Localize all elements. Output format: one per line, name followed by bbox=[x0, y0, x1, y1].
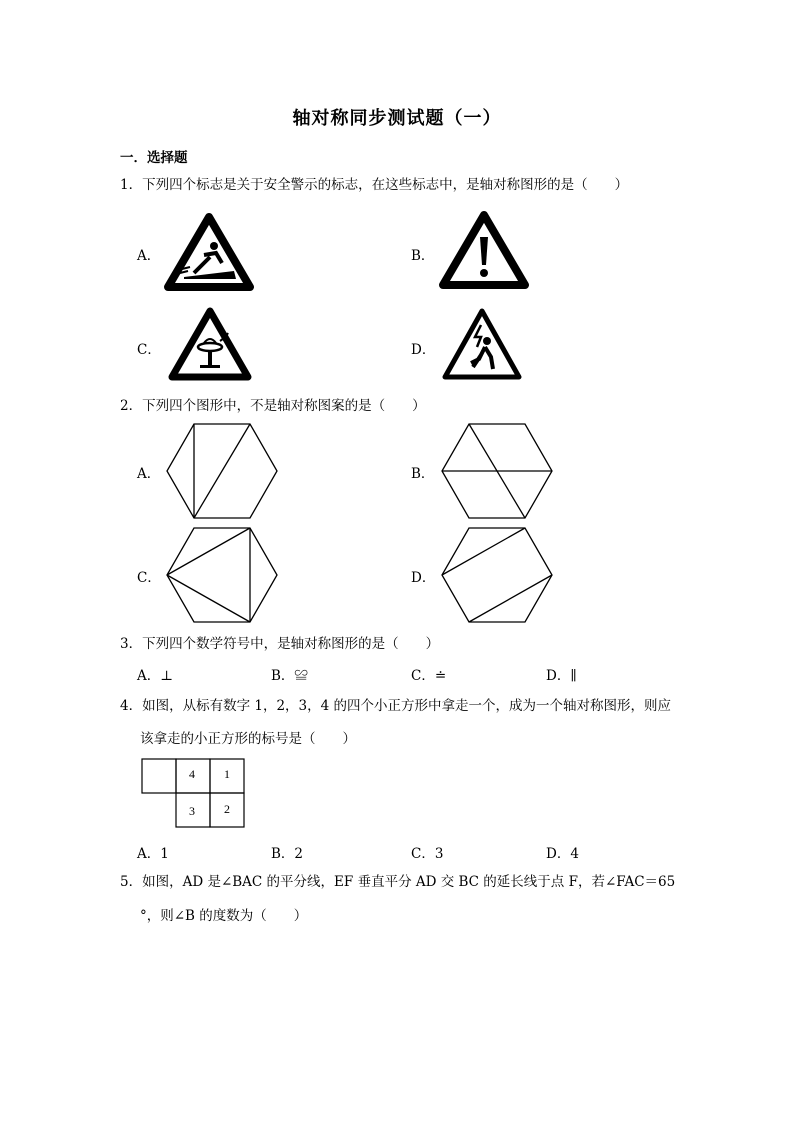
q1-option-c-label: C． bbox=[137, 342, 161, 358]
q1-option-b-label: B． bbox=[411, 248, 435, 264]
q3-option-a: A．⊥ bbox=[137, 668, 173, 684]
q4-option-a: A．1 bbox=[137, 846, 169, 862]
q2-option-b-label: B． bbox=[411, 466, 435, 482]
q2-option-d-label: D． bbox=[411, 570, 436, 586]
question-4-stem-line2: 该拿走的小正方形的标号是（ ） bbox=[140, 731, 356, 747]
grid-label-2: 2 bbox=[224, 802, 230, 816]
question-1-stem: 1．下列四个标志是关于安全警示的标志，在这些标志中，是轴对称图形的是（ ） bbox=[120, 177, 629, 193]
electric-shock-warning-sign-icon bbox=[441, 307, 523, 381]
hot-surface-warning-sign-icon bbox=[168, 307, 252, 381]
q1-option-a-label: A． bbox=[137, 248, 161, 264]
q2-option-c-label: C． bbox=[137, 570, 161, 586]
hexagon-figure-b bbox=[441, 423, 553, 519]
question-5-stem-line2: °，则∠B 的度数为（ ） bbox=[140, 908, 308, 924]
page-title: 轴对称同步测试题（一） bbox=[292, 108, 502, 129]
question-3-stem: 3．下列四个数学符号中，是轴对称图形的是（ ） bbox=[120, 636, 440, 652]
q4-option-d: D．4 bbox=[546, 846, 579, 862]
grid-label-3: 3 bbox=[189, 804, 195, 818]
hexagon-figure-a bbox=[166, 423, 278, 519]
grid-label-1: 1 bbox=[224, 767, 230, 781]
slip-warning-sign-icon bbox=[164, 213, 254, 291]
q3-option-d: D．∥ bbox=[546, 668, 577, 684]
section-heading: 一．选择题 bbox=[120, 150, 188, 166]
question-5-stem-line1: 5．如图，AD 是∠BAC 的平分线，EF 垂直平分 AD 交 BC 的延长线于点 F，若∠FAC＝65 bbox=[120, 874, 676, 890]
q3-option-b: B．≌ bbox=[271, 668, 308, 684]
hexagon-figure-d bbox=[441, 527, 553, 623]
q2-option-a-label: A． bbox=[137, 466, 161, 482]
question-4-stem-line1: 4．如图，从标有数字 1，2，3，4 的四个小正方形中拿走一个，成为一个轴对称图形，则应 bbox=[120, 698, 672, 714]
q1-option-d-label: D． bbox=[411, 342, 436, 358]
grid-label-4: 4 bbox=[189, 767, 195, 781]
q4-option-b: B．2 bbox=[271, 846, 304, 862]
exclamation-warning-sign-icon bbox=[439, 211, 529, 289]
hexagon-figure-c bbox=[166, 527, 278, 623]
question-2-stem: 2．下列四个图形中，不是轴对称图案的是（ ） bbox=[120, 398, 426, 414]
q4-option-c: C．3 bbox=[411, 846, 444, 862]
q3-option-c: C．≐ bbox=[411, 668, 447, 684]
